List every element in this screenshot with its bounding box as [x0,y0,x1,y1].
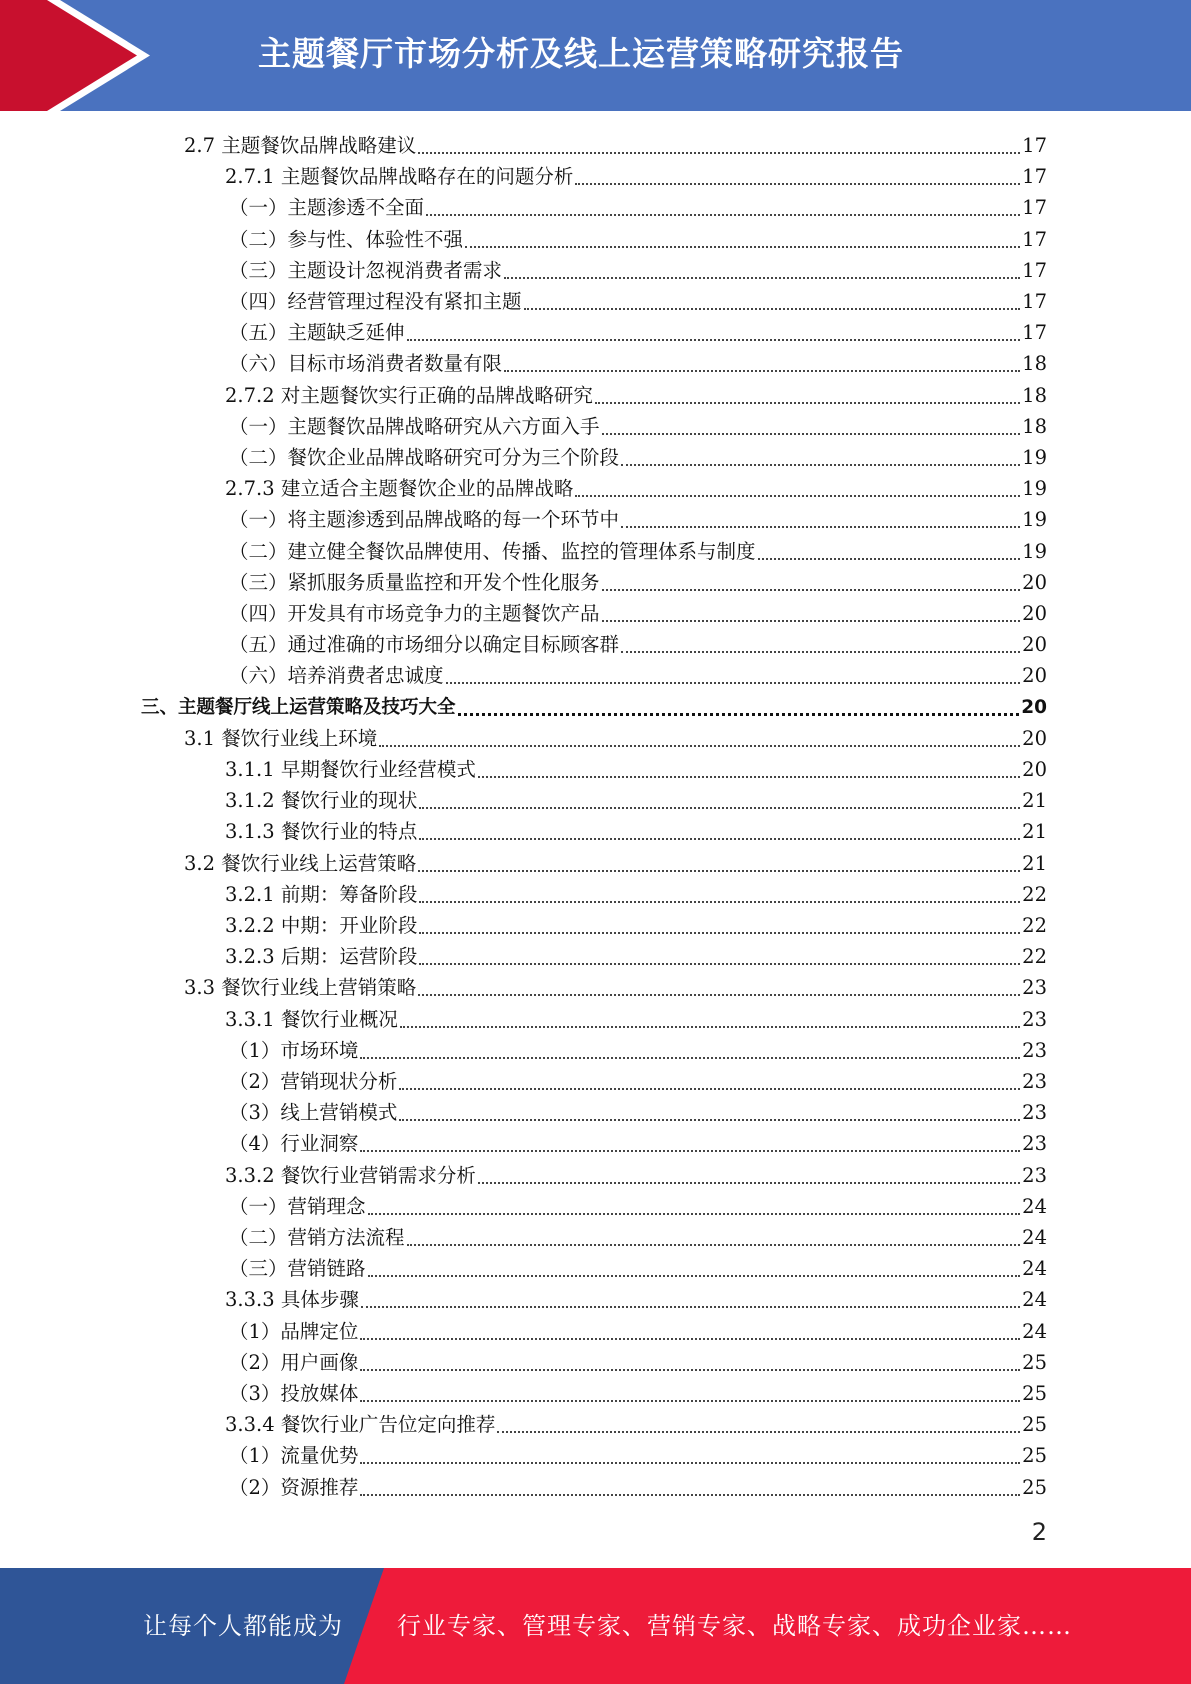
toc-entry-page: 20 [1021,696,1047,718]
toc-leader-dots [497,1431,1020,1433]
toc-entry-title: 3.3.3 具体步骤 [225,1288,359,1312]
toc-entry-page: 24 [1022,1319,1047,1343]
toc-entry-page: 20 [1022,633,1047,657]
toc-leader-dots [399,1119,1020,1121]
toc-entry[interactable] [229,1220,1047,1251]
toc-leader-dots [360,1369,1020,1371]
toc-entry[interactable] [229,253,1047,284]
toc-entry-title: （一）主题餐饮品牌战略研究从六方面入手 [229,414,600,438]
toc-entry-page: 20 [1022,602,1047,625]
toc-entry-page: 19 [1022,446,1047,469]
toc-entry[interactable] [229,440,1047,471]
toc-entry[interactable] [229,1126,1047,1157]
toc-entry-page: 23 [1022,1132,1047,1156]
toc-leader-dots [418,870,1020,872]
toc-entry[interactable] [229,346,1047,377]
toc-entry-title: 3.3.2 餐饮行业营销需求分析 [225,1163,476,1187]
toc-entry[interactable] [229,1064,1047,1095]
header-chevron-icon [0,0,260,111]
toc-leader-dots [407,339,1021,341]
toc-entry[interactable] [229,627,1047,658]
toc-entry-title: 3.2.3 后期：运营阶段 [225,945,418,969]
toc-entry[interactable] [229,1470,1047,1501]
footer-slogan-left: 让每个人都能成为 [143,1612,343,1640]
toc-entry-title: 2.7.1 主题餐饮品牌战略存在的问题分析 [225,165,574,189]
toc-entry-title: 3.2.2 中期：开业阶段 [225,914,418,937]
toc-entry[interactable] [184,970,1047,1001]
toc-entry-title: （2）用户画像 [229,1350,359,1374]
toc-leader-dots [458,713,1020,716]
toc-entry-page: 21 [1022,789,1047,813]
toc-leader-dots [758,558,1021,560]
toc-entry[interactable] [225,159,1047,190]
toc-leader-dots [419,963,1020,965]
toc-leader-dots [465,246,1020,248]
toc-entry[interactable] [225,752,1047,783]
toc-entry[interactable] [225,877,1047,908]
toc-leader-dots [399,1088,1020,1090]
toc-leader-dots [368,1213,1021,1215]
toc-entry-title: （六）培养消费者忠诚度 [229,664,444,688]
toc-entry-title: 3.1 餐饮行业线上环境 [184,726,378,750]
toc-entry-page: 23 [1022,1070,1047,1093]
toc-entry[interactable] [225,471,1047,502]
toc-entry[interactable] [225,1002,1047,1033]
toc-entry-page: 17 [1022,165,1047,189]
toc-entry-page: 22 [1022,882,1047,906]
toc-entry-page: 17 [1022,227,1047,251]
toc-leader-dots [360,1338,1020,1340]
toc-entry[interactable] [229,1376,1047,1407]
toc-entry-page: 19 [1022,477,1047,501]
toc-leader-dots [575,183,1020,185]
toc-entry-title: 3.3.1 餐饮行业概况 [225,1007,398,1031]
toc-entry-page: 25 [1022,1444,1047,1468]
toc-entry[interactable] [225,378,1047,409]
toc-entry-title: （四）开发具有市场竞争力的主题餐饮产品 [229,602,600,625]
toc-entry[interactable] [229,565,1047,596]
toc-leader-dots [360,1494,1020,1496]
toc-entry[interactable] [229,1189,1047,1220]
toc-leader-dots [360,1462,1020,1464]
toc-entry[interactable] [225,814,1047,845]
toc-entry[interactable] [229,190,1047,221]
toc-leader-dots [602,589,1021,591]
toc-leader-dots [621,464,1020,466]
toc-entry[interactable] [229,284,1047,315]
toc-entry-page: 25 [1022,1382,1047,1405]
toc-entry-title: （1）市场环境 [229,1038,359,1062]
toc-entry-title: 3.1.3 餐饮行业的特点 [225,820,418,844]
toc-entry[interactable] [225,939,1047,970]
toc-entry-page: 17 [1022,290,1047,313]
toc-entry[interactable] [229,1095,1047,1126]
toc-entry[interactable] [229,1345,1047,1376]
toc-entry-title: （3）线上营销模式 [229,1101,398,1125]
toc-entry-page: 20 [1022,664,1047,688]
toc-entry-page: 23 [1022,1007,1047,1031]
toc-entry-title: （三）紧抓服务质量监控和开发个性化服务 [229,570,600,594]
toc-entry-title: （3）投放媒体 [229,1382,359,1405]
toc-leader-dots [602,620,1021,622]
footer-slogan-right: 行业专家、管理专家、营销专家、战略专家、成功企业家…… [397,1612,1072,1640]
toc-entry-title: （二）建立健全餐饮品牌使用、传播、监控的管理体系与制度 [229,539,756,563]
toc-leader-dots [575,495,1020,497]
toc-entry-title: （二）餐饮企业品牌战略研究可分为三个阶段 [229,446,620,469]
toc-entry-title: （二）参与性、体验性不强 [229,227,464,251]
toc-entry-page: 21 [1022,820,1047,844]
toc-entry-page: 24 [1022,1226,1047,1249]
toc-leader-dots [418,994,1020,996]
toc-leader-dots [400,1026,1020,1028]
toc-entry-page: 18 [1022,383,1047,407]
toc-entry-page: 17 [1022,134,1047,157]
page-footer [0,1568,1191,1684]
toc-entry[interactable] [229,222,1047,253]
toc-entry-title: 3.3 餐饮行业线上营销策略 [184,976,417,1000]
toc-entry-title: （1）流量优势 [229,1444,359,1468]
report-title: 主题餐厅市场分析及线上运营策略研究报告 [258,34,904,73]
toc-entry-title: 3.1.2 餐饮行业的现状 [225,789,418,813]
toc-entry[interactable] [225,1158,1047,1189]
toc-entry[interactable] [184,128,1047,159]
toc-entry-page: 23 [1022,1101,1047,1125]
toc-entry-title: （四）经营管理过程没有紧扣主题 [229,290,522,313]
toc-entry[interactable] [141,690,1047,721]
toc-entry-page: 20 [1022,726,1047,750]
toc-entry-title: 三、主题餐厅线上运营策略及技巧大全 [141,696,456,718]
toc-entry-page: 20 [1022,570,1047,594]
toc-leader-dots [360,1057,1020,1059]
toc-entry[interactable] [229,1314,1047,1345]
toc-entry-title: （1）品牌定位 [229,1319,359,1343]
toc-entry-page: 23 [1022,976,1047,1000]
toc-entry-page: 24 [1022,1257,1047,1281]
toc-leader-dots [524,308,1021,310]
toc-entry-title: （三）营销链路 [229,1257,366,1281]
toc-leader-dots [361,1306,1020,1308]
toc-entry[interactable] [229,1251,1047,1282]
toc-entry-title: 2.7.3 建立适合主题餐饮企业的品牌战略 [225,477,574,501]
toc-entry-page: 22 [1022,945,1047,969]
toc-entry-title: （二）营销方法流程 [229,1226,405,1249]
toc-leader-dots [621,651,1020,653]
toc-entry-title: 3.1.1 早期餐饮行业经营模式 [225,758,476,781]
toc-entry[interactable] [225,1282,1047,1313]
toc-entry-title: （六）目标市场消费者数量有限 [229,352,503,376]
toc-leader-dots [426,214,1020,216]
toc-entry-title: （4）行业洞察 [229,1132,359,1156]
toc-leader-dots [504,277,1020,279]
toc-leader-dots [419,807,1020,809]
toc-entry-title: 3.2 餐饮行业线上运营策略 [184,851,417,875]
page-number: 2 [1031,1518,1047,1546]
toc-entry-page: 18 [1022,414,1047,438]
toc-entry-page: 24 [1022,1194,1047,1218]
toc-entry-page: 18 [1022,352,1047,376]
toc-entry-title: （一）主题渗透不全面 [229,196,425,220]
toc-entry[interactable] [184,846,1047,877]
toc-entry[interactable] [225,783,1047,814]
toc-entry-page: 17 [1022,258,1047,282]
toc-leader-dots [419,838,1020,840]
toc-entry[interactable] [229,534,1047,565]
toc-entry-page: 20 [1022,758,1047,781]
toc-leader-dots [418,152,1020,154]
toc-leader-dots [621,526,1020,528]
toc-entry-title: （2）营销现状分析 [229,1070,398,1093]
toc-entry-title: 2.7 主题餐饮品牌战略建议 [184,134,417,157]
toc-leader-dots [478,776,1020,778]
toc-entry-page: 17 [1022,196,1047,220]
toc-entry-page: 25 [1022,1413,1047,1437]
toc-entry-title: （一）将主题渗透到品牌战略的每一个环节中 [229,508,620,532]
toc-leader-dots [368,1275,1021,1277]
toc-entry-title: 3.3.4 餐饮行业广告位定向推荐 [225,1413,496,1437]
toc-entry-title: （三）主题设计忽视消费者需求 [229,258,503,282]
toc-leader-dots [446,682,1021,684]
toc-entry-page: 25 [1022,1475,1047,1499]
toc-entry[interactable] [225,908,1047,939]
toc-entry[interactable] [229,409,1047,440]
toc-leader-dots [504,370,1020,372]
toc-leader-dots [595,402,1020,404]
toc-entry-page: 19 [1022,539,1047,563]
toc-entry[interactable] [184,721,1047,752]
toc-leader-dots [602,433,1021,435]
toc-entry[interactable] [229,502,1047,533]
toc-entry[interactable] [229,658,1047,689]
toc-entry[interactable] [229,315,1047,346]
toc-entry[interactable] [229,1033,1047,1064]
toc-entry-page: 24 [1022,1288,1047,1312]
toc-leader-dots [419,901,1020,903]
toc-entry-page: 19 [1022,508,1047,532]
toc-leader-dots [379,745,1020,747]
toc-leader-dots [360,1150,1020,1152]
toc-entry-page: 17 [1022,321,1047,345]
toc-entry-page: 21 [1022,851,1047,875]
toc-entry[interactable] [229,1438,1047,1469]
toc-entry-page: 22 [1022,914,1047,937]
toc-entry[interactable] [225,1407,1047,1438]
toc-leader-dots [407,1244,1021,1246]
toc-entry-title: （五）主题缺乏延伸 [229,321,405,345]
toc-entry-title: 2.7.2 对主题餐饮实行正确的品牌战略研究 [225,383,593,407]
toc-entry-title: 3.2.1 前期：筹备阶段 [225,882,418,906]
page-header [0,0,1191,111]
toc-entry[interactable] [229,596,1047,627]
toc-entry-title: （2）资源推荐 [229,1475,359,1499]
toc-leader-dots [478,1182,1020,1184]
toc-entry-title: （一）营销理念 [229,1194,366,1218]
toc-leader-dots [360,1400,1020,1402]
toc-entry-page: 23 [1022,1163,1047,1187]
toc-entry-page: 25 [1022,1350,1047,1374]
toc-entry-page: 23 [1022,1038,1047,1062]
toc-leader-dots [419,932,1020,934]
toc-entry-title: （五）通过准确的市场细分以确定目标顾客群 [229,633,620,657]
